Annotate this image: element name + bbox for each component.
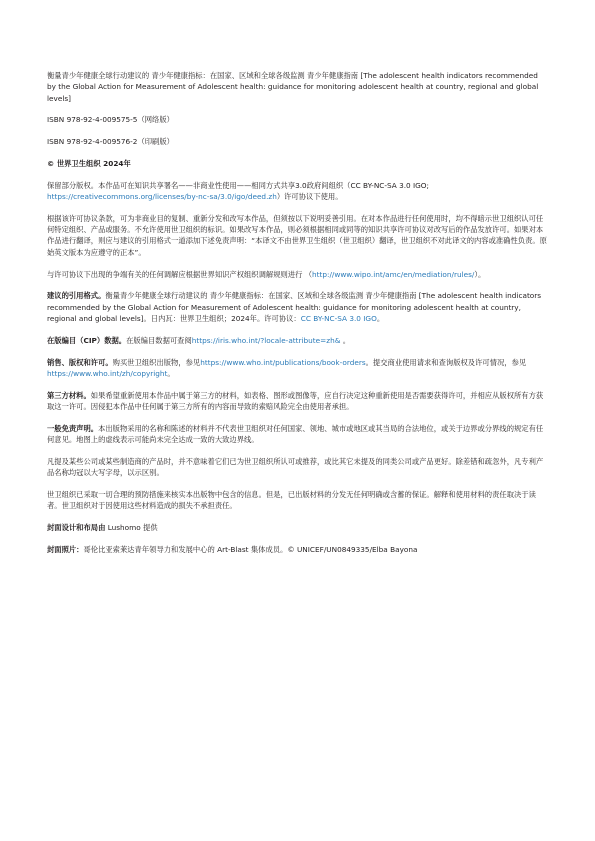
mediation-link[interactable]: http://www.wipo.int/amc/en/mediation/rules/ (312, 269, 475, 279)
sales-text-2: 。提交商业使用请求和查询版权及许可情况，参见 (365, 357, 527, 367)
sales-text-1: 购买世卫组织出版物，参见 (112, 357, 201, 367)
citation-end: 。 (376, 313, 385, 323)
cip-paragraph (47, 335, 547, 346)
book-orders-link[interactable]: https://www.who.int/publications/book-orders (200, 357, 366, 367)
disclaimer-label: 一般免责声明。 (47, 423, 99, 433)
design-label: 封面设计和布局由 (47, 523, 106, 533)
citation-license-link[interactable]: CC BY-NC-SA 3.0 IGO (300, 313, 377, 323)
isbn-print: ISBN 978-92-4-009576-2（印刷版） (47, 137, 174, 147)
third-party-label: 第三方材料。 (47, 390, 91, 400)
cip-end: 。 (340, 335, 351, 345)
isbn-web: ISBN 978-92-4-009575-5（网络版） (47, 115, 174, 125)
third-party-text: 如果希望重新使用本作品中属于第三方的材料，如表格、图形或图像等，应自行决定这种重新使用是否需要获得许可，并相应从版权所有方获取这一许可。因侵犯本作品中任何属于第三方所有的内容而导致的索赔风险完全由使用者承担。 (47, 390, 544, 411)
license-text: 保留部分版权。本作品可在知识共享署名——非商业性使用——相同方式共享3.0政府间组织（CC BY-NC-SA 3.0 IGO; (47, 180, 430, 190)
disclaimer-paragraph (47, 423, 547, 446)
cip-label: 在版编目（CIP）数据。 (47, 335, 127, 345)
cip-link[interactable]: https://iris.who.int/?locale-attribute=zh& (191, 335, 341, 345)
photo-label: 封面照片： (47, 544, 84, 554)
citation-paragraph (47, 290, 547, 324)
photo-credit (47, 544, 547, 555)
license-paragraph (47, 180, 547, 203)
design-text: Lushomo 提供 (105, 523, 158, 533)
design-credit (47, 522, 547, 533)
citation-text: 衡量青少年健康全球行动建议的 青少年健康指标：在国家、区域和全球各级监测 青少年健康指南 [The adolescent health indicators recommended by the Global Action for Measurement of Adolescent health: guidance for monitoring adolescent health at country, regional and global levels]。日内瓦：世界卫生组织；2024年。许可协议： (47, 291, 542, 323)
cip-title: 衡量青少年健康全球行动建议的 青少年健康指标：在国家、区域和全球各级监测 青少年健康指南 [The adolescent health indicators recommended by the Global Action for Measurement of Adolescent health: guidance for monitoring adolescent health at country, regional and global levels] (47, 71, 539, 103)
sales-label: 销售、版权和许可。 (47, 357, 113, 367)
copyright-page (47, 70, 547, 566)
sales-end: 。 (167, 368, 175, 378)
copyright-notice: © 世界卫生组织 2024年 (47, 158, 131, 168)
mediation-text-after: ）。 (474, 269, 486, 279)
license-link[interactable]: https://creativecommons.org/licenses/by-nc-sa/3.0/igo/deed.zh (47, 192, 277, 202)
precautions-paragraph: 世卫组织已采取一切合理的预防措施来核实本出版物中包含的信息。但是，已出版材料的分发无任何明确或含蓄的保证。解释和使用材料的责任取决于读者。世卫组织对于因使用这些材料造成的损失不承担责任。 (47, 489, 536, 511)
sales-paragraph (47, 357, 547, 380)
third-party-paragraph (47, 390, 547, 413)
cip-text: 在版编目数据可查阅 (126, 335, 192, 345)
license-text-after: ）许可协议下使用。 (276, 192, 343, 202)
terms-paragraph: 根据该许可协议条款，可为非商业目的复制、重新分发和改写本作品，但须按以下说明妥善引用。在对本作品进行任何使用时，均不得暗示世卫组织认可任何特定组织、产品或服务。不允许使用世卫组织的标识。如果改写本作品，则必须根据相同或同等的知识共享许可协议对改写后的作品发放许可。如果对本作品进行翻译，则应与建议的引用格式一道添加下述免责声明：“本译文不由世界卫生组织（世卫组织）翻译，世卫组织不对此译文的内容或准确性负责。原始英文版本为应遵守的正本”。 (47, 213, 547, 257)
mediation-paragraph (47, 269, 547, 280)
companies-paragraph: 凡提及某些公司或某些制造商的产品时，并不意味着它们已为世卫组织所认可或推荐，或比其它未提及的同类公司或产品更好。除差错和疏忽外，凡专利产品名称均冠以大写字母，以示区别。 (47, 456, 544, 478)
citation-label: 建议的引用格式。 (47, 291, 106, 301)
mediation-text: 与许可协议下出现的争端有关的任何调解应根据世界知识产权组织调解规则进行 （ (47, 269, 313, 279)
photo-text: 哥伦比亚索莱达青年领导力和发展中心的 Art-Blast 集体成员。© UNICEF/UN0849335/Elba Bayona (83, 544, 418, 554)
disclaimer-text: 本出版物采用的名称和陈述的材料并不代表世卫组织对任何国家、领地、城市或地区或其当局的合法地位，或关于边界或分界线的规定有任何意见。地图上的虚线表示可能尚未完全达成一致的大致边界线。 (47, 423, 544, 445)
copyright-link[interactable]: https://www.who.int/zh/copyright (47, 368, 168, 378)
